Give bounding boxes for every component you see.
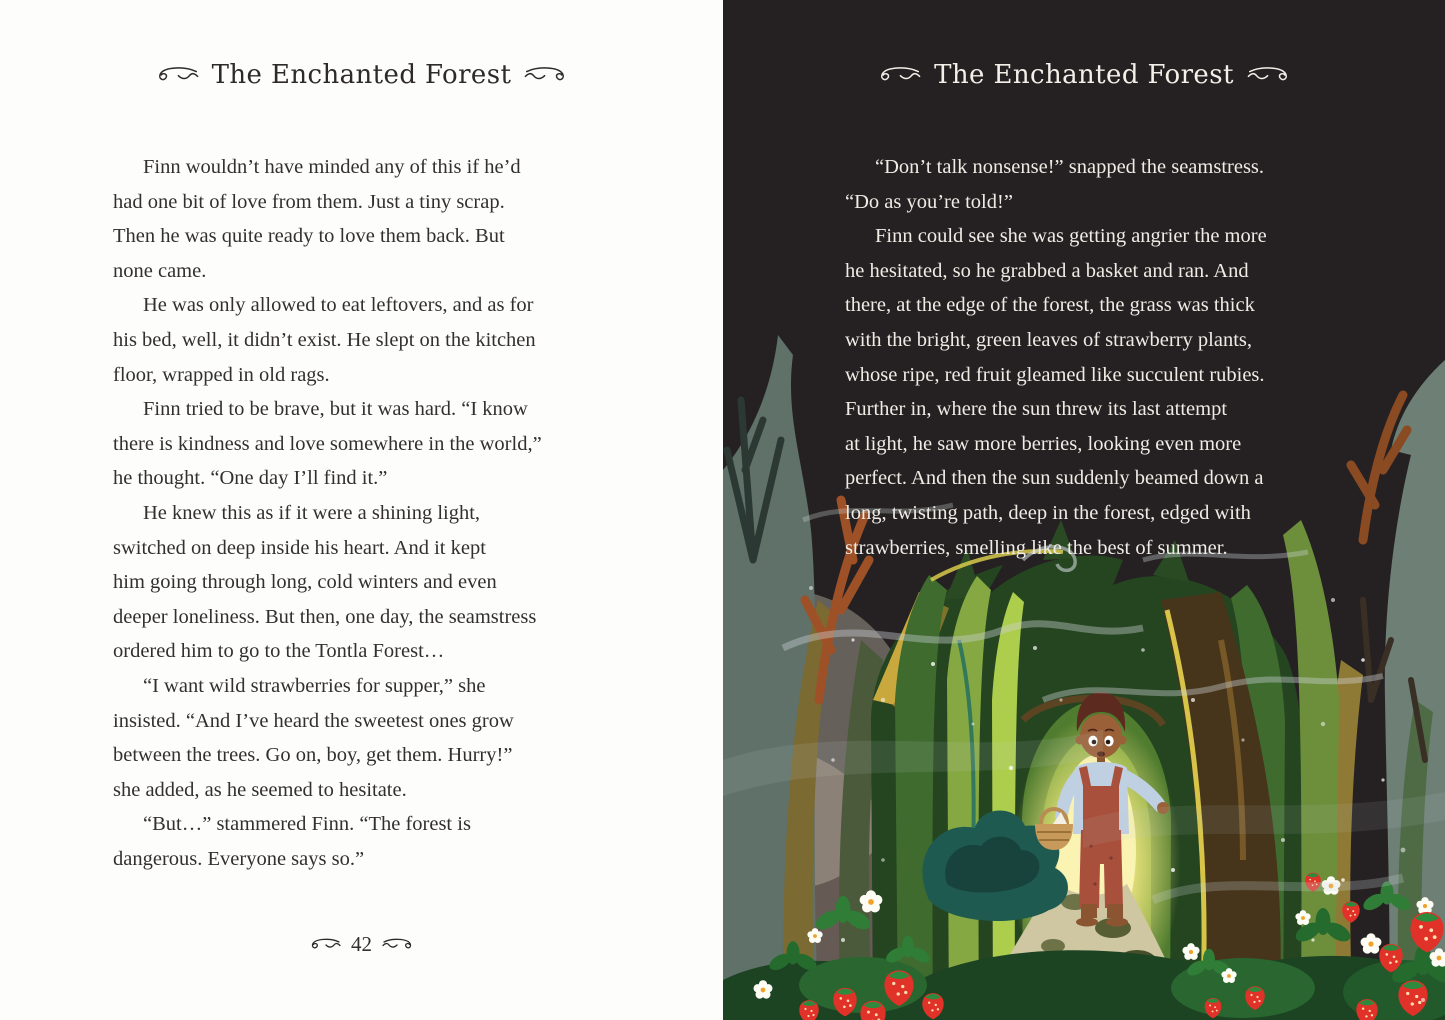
text-line: He knew this as if it were a shining light,: [143, 501, 481, 524]
text-line: “Do as you’re told!”: [845, 190, 1013, 213]
story-text-left: [113, 150, 613, 876]
text-line: strawberries, smelling like the best of summer.: [845, 536, 1228, 559]
text-line: at light, he saw more berries, looking even more: [845, 432, 1242, 455]
text-line: he hesitated, so he grabbed a basket and ran. And: [845, 259, 1249, 282]
text-line: floor, wrapped in old rags.: [113, 363, 330, 386]
text-line: “Don’t talk nonsense!” snapped the seamstress.: [875, 156, 1265, 178]
text-line: none came.: [113, 259, 207, 282]
chapter-title: The Enchanted Forest: [211, 60, 512, 90]
text-line: ordered him to go to the Tontla Forest…: [113, 640, 445, 663]
swash-ornament-icon: [524, 66, 568, 84]
swash-ornament-icon: [877, 66, 921, 84]
text-line: with the bright, green leaves of strawberry plants,: [845, 328, 1253, 351]
chapter-title: The Enchanted Forest: [934, 60, 1234, 90]
swash-ornament-icon: [155, 66, 199, 84]
swash-ornament-icon: [382, 938, 414, 951]
right-page: [723, 0, 1445, 1020]
text-line: Finn wouldn’t have minded any of this if he’d: [143, 156, 521, 178]
text-line: “But…” stammered Finn. “The forest is: [143, 813, 471, 836]
text-line: Then he was quite ready to love them back. But: [113, 225, 505, 248]
text-line: him going through long, cold winters and even: [113, 571, 497, 594]
text-line: Further in, where the sun threw its last attempt: [845, 398, 1228, 421]
text-line: insisted. “And I’ve heard the sweetest ones grow: [113, 709, 514, 732]
text-line: perfect. And then the sun suddenly beamed down a: [845, 467, 1264, 490]
text-line: there is kindness and love somewhere in the world,”: [113, 432, 542, 455]
chapter-header-left: [0, 60, 723, 90]
text-line: Finn tried to be brave, but it was hard. “I know: [143, 398, 528, 421]
text-line: there, at the edge of the forest, the grass was thick: [845, 294, 1255, 317]
chapter-header-right: [723, 60, 1445, 90]
text-line: He was only allowed to eat leftovers, and as for: [143, 294, 534, 317]
text-line: switched on deep inside his heart. And it kept: [113, 536, 486, 559]
swash-ornament-icon: [309, 938, 341, 951]
text-line: she added, as he seemed to hesitate.: [113, 778, 407, 801]
undergrowth: [723, 950, 1445, 1020]
text-line: dangerous. Everyone says so.”: [113, 847, 365, 870]
text-line: whose ripe, red fruit gleamed like succulent rubies.: [845, 363, 1265, 386]
text-line: between the trees. Go on, boy, get them. Hurry!”: [113, 744, 513, 767]
page-number: 42: [351, 932, 372, 956]
story-text-right: [845, 150, 1345, 565]
text-line: “I want wild strawberries for supper,” she: [143, 674, 486, 697]
page-number-row: [0, 932, 723, 957]
text-line: Finn could see she was getting angrier the more: [875, 225, 1267, 248]
text-line: his bed, well, it didn’t exist. He slept on the kitchen: [113, 328, 536, 351]
swash-ornament-icon: [1247, 66, 1291, 84]
text-line: long, twisting path, deep in the forest, edged with: [845, 501, 1251, 524]
text-line: deeper loneliness. But then, one day, the seamstress: [113, 605, 537, 628]
text-line: had one bit of love from them. Just a tiny scrap.: [113, 190, 505, 213]
text-line: he thought. “One day I’ll find it.”: [113, 467, 388, 490]
